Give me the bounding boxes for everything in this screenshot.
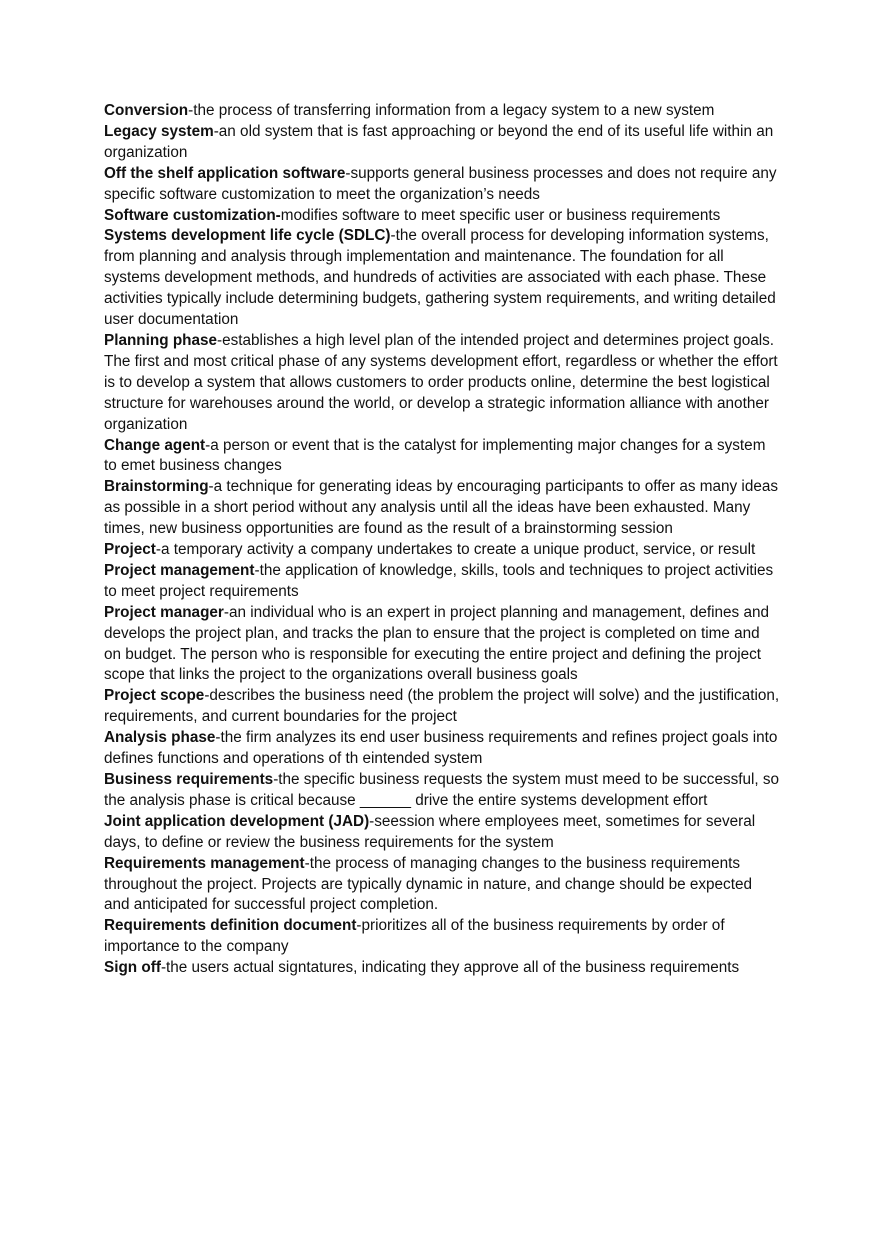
glossary-definition: -a person or event that is the catalyst for implementing major changes for a system to emet business changes	[104, 436, 766, 475]
glossary-definition: -the process of transferring information from a legacy system to a new system	[188, 102, 715, 119]
glossary-definition: -seession where employees meet, sometimes for several days, to define or review the business requirements for the system	[104, 812, 756, 851]
glossary-term: Business requirements	[104, 771, 274, 788]
glossary-entry-off-the-shelf-software	[104, 164, 780, 206]
glossary-term: Brainstorming	[104, 478, 209, 496]
glossary-term: Change agent	[104, 436, 206, 454]
glossary-definition: modifies software to meet specific user or business requirements	[280, 206, 721, 224]
glossary-entry-legacy-system	[104, 122, 780, 164]
glossary-term: Project management	[104, 561, 255, 579]
glossary-entry-analysis-phase	[104, 728, 780, 770]
glossary-term: Planning phase	[104, 331, 218, 349]
glossary-definition: -a technique for generating ideas by encouraging participants to offer as many ideas as possible in a short period without any analysis until all the ideas have been exhausted. Many times, new business opportunities are found as the result of a brainstorming session	[104, 478, 779, 538]
glossary-term: Legacy system	[104, 122, 214, 140]
glossary-entry-requirements-management	[104, 854, 780, 917]
glossary-entry-conversion	[104, 101, 780, 122]
glossary-entry-brainstorming	[104, 477, 780, 540]
glossary-definition: -supports general business processes and does not require any specific software customization to meet the organization’s needs	[104, 164, 777, 203]
glossary-entry-project-management	[104, 561, 780, 603]
glossary-definition: -the overall process for developing information systems, from planning and analysis through implementation and maintenance. The foundation for all systems development methods, and hundreds of activities are associated with each phase. These activities typically include determining budgets, gathering system requirements, and writing detailed user documentation	[104, 227, 776, 329]
glossary-entry-project-scope	[104, 686, 780, 728]
glossary-entry-project-manager	[104, 603, 780, 687]
glossary-document	[104, 101, 780, 979]
glossary-entry-business-requirements	[104, 770, 780, 812]
glossary-definition: -an old system that is fast approaching or beyond the end of its useful life within an organization	[104, 122, 774, 161]
glossary-entry-jad	[104, 812, 780, 854]
glossary-entry-sign-off	[104, 958, 780, 979]
glossary-term: Requirements definition document	[104, 917, 357, 935]
glossary-term: Analysis phase	[104, 729, 216, 747]
glossary-term: Conversion	[104, 102, 189, 119]
glossary-term: Software customization-	[104, 206, 281, 224]
glossary-entry-change-agent	[104, 436, 780, 478]
glossary-term: Joint application development (JAD)	[104, 812, 370, 830]
glossary-definition: -a temporary activity a company undertakes to create a unique product, service, or result	[155, 541, 756, 559]
glossary-term: Requirements management	[104, 854, 305, 872]
glossary-entry-sdlc	[104, 226, 780, 331]
glossary-term: Project scope	[104, 687, 205, 705]
glossary-term: Sign off	[104, 959, 161, 977]
glossary-entry-planning-phase	[104, 331, 780, 436]
glossary-definition: -the firm analyzes its end user business requirements and refines project goals into defines functions and operations of th eintended system	[104, 729, 778, 768]
glossary-term: Project manager	[104, 603, 224, 621]
glossary-definition: -an individual who is an expert in project planning and management, defines and develops the project plan, and tracks the plan to ensure that the project is completed on time and on budget. The person who is responsible for executing the entire project and defining the project scope that links the project to the organizations overall business goals	[104, 603, 769, 684]
glossary-entry-project	[104, 540, 780, 561]
glossary-term: Project	[104, 541, 156, 559]
glossary-definition: -the users actual signtatures, indicating they approve all of the business requirements	[160, 959, 740, 977]
glossary-definition: -the process of managing changes to the business requirements throughout the project. Projects are typically dynamic in nature, and change should be expected and anticipated for successful project completion.	[104, 854, 752, 914]
glossary-definition: -the application of knowledge, skills, tools and techniques to project activities to meet project requirements	[104, 561, 774, 600]
glossary-term: Systems development life cycle (SDLC)	[104, 227, 391, 245]
glossary-definition: -describes the business need (the problem the project will solve) and the justification, requirements, and current boundaries for the project	[104, 687, 780, 726]
glossary-entry-requirements-definition-document	[104, 916, 780, 958]
glossary-entry-software-customization	[104, 206, 780, 227]
glossary-definition: -the specific business requests the system must meed to be successful, so the analysis phase is critical because ______ drive the entire systems development effort	[104, 771, 780, 809]
glossary-definition: -prioritizes all of the business requirements by order of importance to the company	[104, 917, 725, 956]
glossary-definition: -establishes a high level plan of the intended project and determines project goals. The first and most critical phase of any systems development effort, regardless or whether the effort is to develop a system that allows customers to order products online, determine the best logistical structure for warehouses around the world, or develop a strategic information alliance with another organization	[104, 331, 778, 433]
glossary-term: Off the shelf application software	[104, 164, 346, 182]
